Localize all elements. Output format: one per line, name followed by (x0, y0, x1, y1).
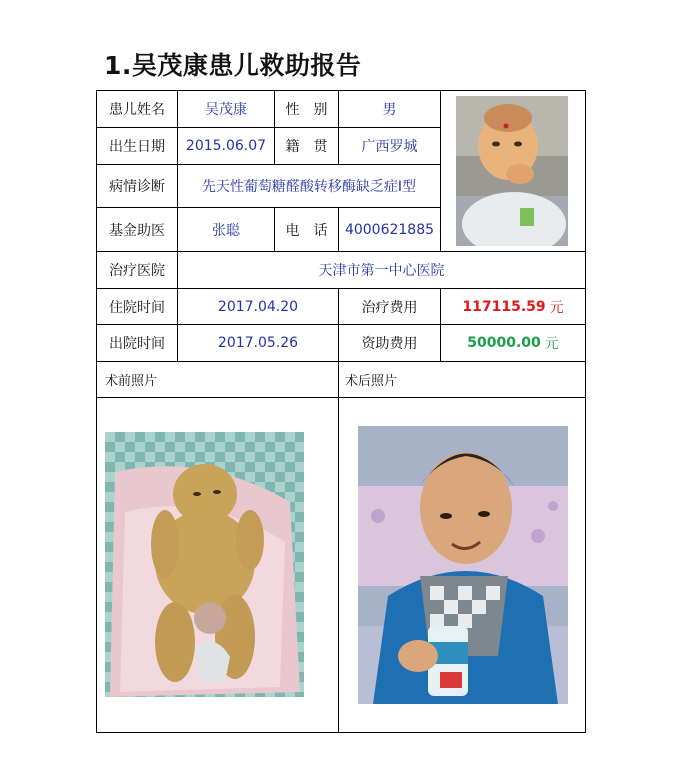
report-title: 1.吴茂康患儿救助报告 (104, 51, 362, 80)
patient-birth-date: 2015.06.07 (185, 138, 267, 154)
treatment-cost (441, 289, 585, 324)
patient-name: 吴茂康 (205, 102, 247, 118)
label-before-photo: 术前照片 (105, 374, 158, 389)
patient-portrait-photo (456, 96, 568, 246)
label-aid-amount: 资助费用 (361, 336, 418, 352)
label-native-place: 籍 贯 (285, 139, 328, 155)
label-name: 患儿姓名 (109, 102, 165, 118)
label-hospital: 治疗医院 (109, 263, 165, 279)
label-treatment-cost: 治疗费用 (361, 299, 418, 316)
label-admit-date: 住院时间 (109, 299, 165, 316)
label-phone: 电 话 (285, 222, 328, 239)
patient-hospital: 天津市第一中心医院 (318, 263, 445, 279)
label-birth-date: 出生日期 (109, 139, 165, 155)
label-diagnosis: 病情诊断 (109, 179, 165, 195)
patient-gender: 男 (382, 102, 397, 118)
label-discharge-date: 出院时间 (109, 336, 165, 352)
treatment-cost-value: 117115.59 (462, 298, 546, 315)
after-surgery-photo (358, 426, 568, 704)
patient-doctor: 张聪 (212, 222, 240, 239)
patient-discharge-date: 2017.05.26 (217, 335, 299, 351)
patient-diagnosis: 先天性葡萄糖醛酸转移酶缺乏症Ⅰ型 (201, 179, 417, 195)
label-doctor: 基金助医 (109, 222, 165, 239)
patient-admit-date: 2017.04.20 (217, 298, 299, 315)
label-gender: 性 别 (285, 102, 328, 118)
label-after-photo: 术后照片 (345, 374, 398, 389)
treatment-cost-unit: 元 (549, 299, 564, 316)
patient-phone: 4000621885 (344, 221, 435, 238)
patient-native-place: 广西罗城 (361, 139, 418, 155)
before-surgery-photo (105, 432, 304, 697)
aid-amount-unit: 元 (544, 336, 559, 352)
aid-amount (441, 325, 585, 361)
aid-amount-value: 50000.00 (467, 335, 541, 351)
